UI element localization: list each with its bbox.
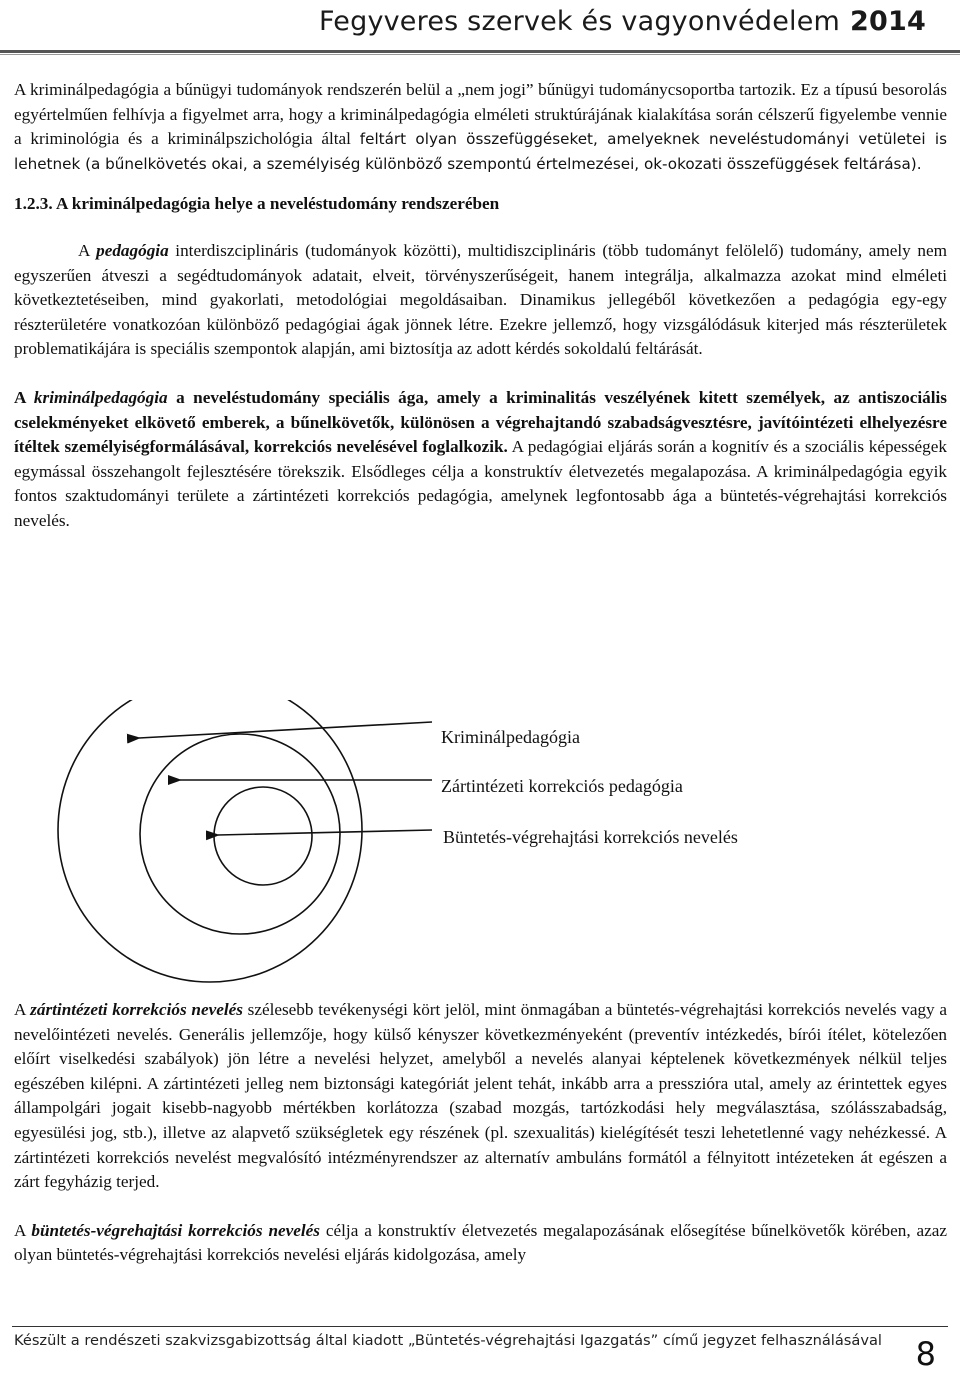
p2-b: interdiszciplináris (tudományok közötti), multidiszciplináris (több tudományt felölelő) tudomány, amely nem egyszerűen átveszi a segédtudományok adatait, elveit, törvényszerűségeit, hanem integrálja, alkalmazza azokat mind elméleti következtetéseiben, mind gyakorlati, metodológiai megoldásaiban. Dinamikus jellegéből következően a pedagógia egy-egy részterületére vonatkozóan különböző pedagógiai ágak jönnek létre. Ezekre jellemző, hogy vizsgálódásuk kiterjed más részterületek problematikájára is speciális szempontok alapján, ami biztosítja az adott kérdés sokoldalú feltárását.: [14, 240, 947, 359]
section-heading: 1.2.3. A kriminálpedagógia helye a neveléstudomány rendszerében: [14, 194, 500, 214]
diagram-label-zartintezeti: Zártintézeti korrekciós pedagógia: [441, 776, 683, 796]
main-content: [14, 78, 947, 534]
header-year: 2014: [850, 6, 926, 37]
p5-a: A: [14, 1220, 32, 1240]
p3-term: kriminálpedagógia: [33, 387, 168, 407]
p3-a: A: [14, 387, 34, 407]
outer-circle: [58, 700, 362, 982]
diagram-label-buntetes: Büntetés-végrehajtási korrekciós nevelés: [443, 827, 738, 847]
p4-a: A: [14, 1000, 31, 1019]
lower-content: [14, 998, 947, 1268]
p3-bold: a neveléstudomány speciális ága, amely a kriminalitás veszélyének kitett személyek, az antiszociális cselekményeket elkövető emberek, a bűnelkövetők, különösen a végrehajtandó szabadságvesztésre, javítóintézeti elhelyezésre ítéltek személyiségformálásával, korrekciós nevelésével foglalkozik.: [14, 387, 947, 457]
p5-b: célja a konstruktív életvezetés megalapozásának elősegítése bűnelkövetők körében, azaz olyan büntetés-végrehajtási korrekciós nevelési eljárás kidolgozása, amely: [14, 1220, 948, 1265]
p3-rest: A pedagógiai eljárás során a kognitív és a szociális képességek egymással összehangolt fejlesztésére törekszik. Elsődleges célja a konstruktív életvezetés megalapozása. A kriminálpedagógia egyik fontos szaktudományi területe a zártintézeti korrekciós pedagógia, amelynek legfontosabb ága a büntetés-végrehajtási korrekciós nevelés.: [14, 437, 947, 530]
page-footer: [0, 1325, 960, 1371]
header-rule-thin: [0, 54, 960, 55]
nested-circles-diagram: [0, 700, 960, 1000]
paragraph-intro: [14, 78, 947, 176]
p5-term: büntetés-végrehajtási korrekciós nevelés: [31, 1220, 320, 1240]
page-header: [0, 0, 960, 58]
page-number: 8: [915, 1335, 936, 1373]
inner-circle: [214, 787, 312, 885]
p2-a: A: [78, 240, 97, 260]
header-title: [319, 6, 926, 37]
diagram-label-kriminalpedagogia: Kriminálpedagógia: [441, 727, 580, 747]
arrow-buntetes: [218, 830, 432, 835]
footer-rule: [12, 1326, 948, 1327]
p2-term: pedagógia: [96, 240, 169, 260]
paragraph-zartintezeti: [14, 998, 947, 1195]
p4-b: szélesebb tevékenységi kört jelöl, mint önmagában a büntetés-végrehajtási korrekciós nevelés vagy a nevelőintézeti nevelés. Generális jellemzője, hogy külső kényszer következményeként (preventív intézkedés, bírói ítélet, kötelezően előírt viselkedési szabályok) jön létre a nevelési helyzet, amelyből a nevelés alanyai képtelenek következmények nélkül teljes egészében kilépni. A zártintézeti jelleg nem biztonsági kategóriát jelent tehát, inkább arra a presszióra utal, amely az érintettek egyes állampolgári jogait kisebb-nagyobb mértékben korlátozza (szabad mozgás, tartózkodási hely megválasztása, szólásszabadság, egyesülési jog, stb.), illetve az alapvető szükségletek egy részének (pl. szexualitás) kielégítését teszi lehetetlenné vagy nehézkessé. A zártintézeti korrekciós nevelést megvalósító intézményrendszer az alternatív ambuláns formától a félnyitott intézeteken át egészen a zárt fegyházig terjed.: [14, 1000, 947, 1192]
paragraph-intro-sans: feltárt olyan összefüggéseket, amelyeknek neveléstudományi vetületei is lehetnek (a bűnelkövetés okai, a személyiség különböző szempontú értelmezései, ok-okozati összefüggések feltárása).: [14, 130, 947, 173]
header-rule: [0, 50, 960, 53]
p4-term: zártintézeti korrekciós nevelés: [30, 1000, 243, 1019]
paragraph-pedagogy: [14, 239, 947, 362]
paragraph-buntetes: [14, 1219, 947, 1268]
footer-text: Készült a rendészeti szakvizsgabizottság által kiadott „Büntetés-végrehajtási Igazgatás” című jegyzet felhasználásával: [14, 1332, 882, 1349]
arrow-kriminalpedagogia: [139, 722, 432, 738]
header-title-text: Fegyveres szervek és vagyonvédelem: [319, 6, 841, 37]
paragraph-intro-serif: A kriminálpedagógia a bűnügyi tudományok rendszerén belül a „nem jogi” bűnügyi tudománycsoportba tartozik. Ez a típusú besorolás egyértelműen felhívja a figyelmet arra, hogy a kriminálpedagógia elméleti struktúrájának kialakítása során célszerű figyelembe vennie a kriminológia és a kriminálpszichológia által: [14, 80, 947, 149]
paragraph-definition: [14, 386, 947, 534]
